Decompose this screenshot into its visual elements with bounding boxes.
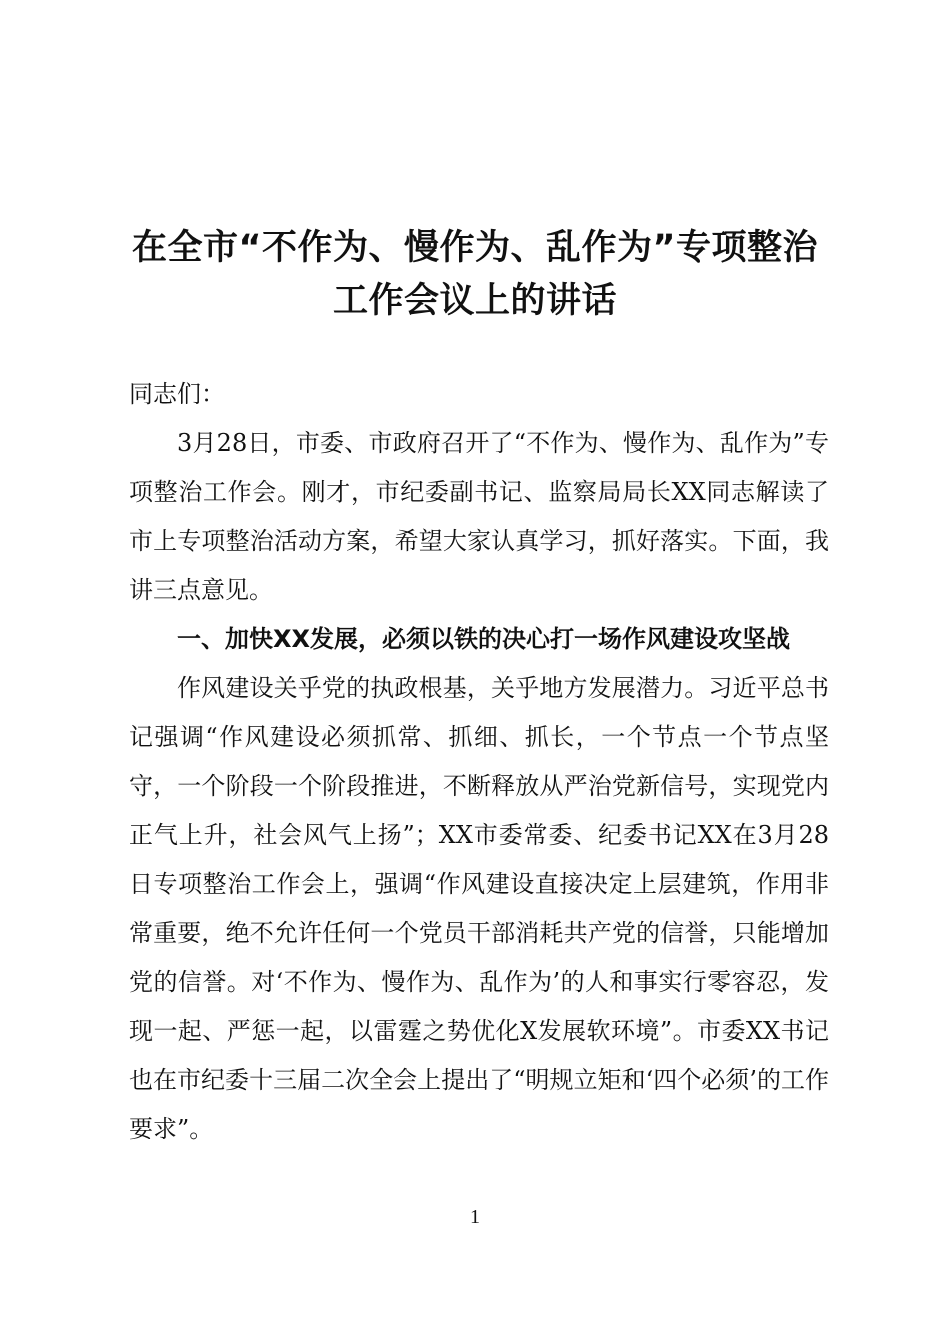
document-title xyxy=(100,222,850,328)
page-number: 1 xyxy=(470,1206,480,1228)
section-heading-1: 一、加快XX发展，必须以铁的决心打一场作风建设攻坚战 xyxy=(177,625,791,653)
salutation: 同志们： xyxy=(129,380,225,408)
title-line-2: 工作会议上的讲话 xyxy=(332,281,617,321)
paragraph-section-1: 作风建设关乎党的执政根基，关乎地方发展潜力。习近平总书记强调“作风建设必须抓常、抓细、抓长，一个节点一个节点坚守，一个阶段一个阶段推进，不断释放从严治党新信号，实现党内正气上升，社会风气上扬”；XX市委常委、纪委书记XX在3月28日专项整治工作会上，强调“作风建设直接决定上层建筑，作用非常重要，绝不允许任何一个党员干部消耗共产党的信誉，只能增加党的信誉。对‘不作为、慢作为、乱作为’的人和事实行零容忍，发现一起、严惩一起，以雷霆之势优化X发展软环境”。市委XX书记也在市纪委十三届二次全会上提出了“明规立矩和‘四个必须’的工作要求”。 xyxy=(129,674,829,1143)
paragraph-intro: 3月28日，市委、市政府召开了“不作为、慢作为、乱作为”专项整治工作会。刚才，市纪委副书记、监察局局长XX同志解读了市上专项整治活动方案，希望大家认真学习，抓好落实。下面，我讲三点意见。 xyxy=(129,429,829,604)
title-line-1: 在全市“不作为、慢作为、乱作为”专项整治 xyxy=(131,228,818,268)
document-body xyxy=(129,370,829,1154)
